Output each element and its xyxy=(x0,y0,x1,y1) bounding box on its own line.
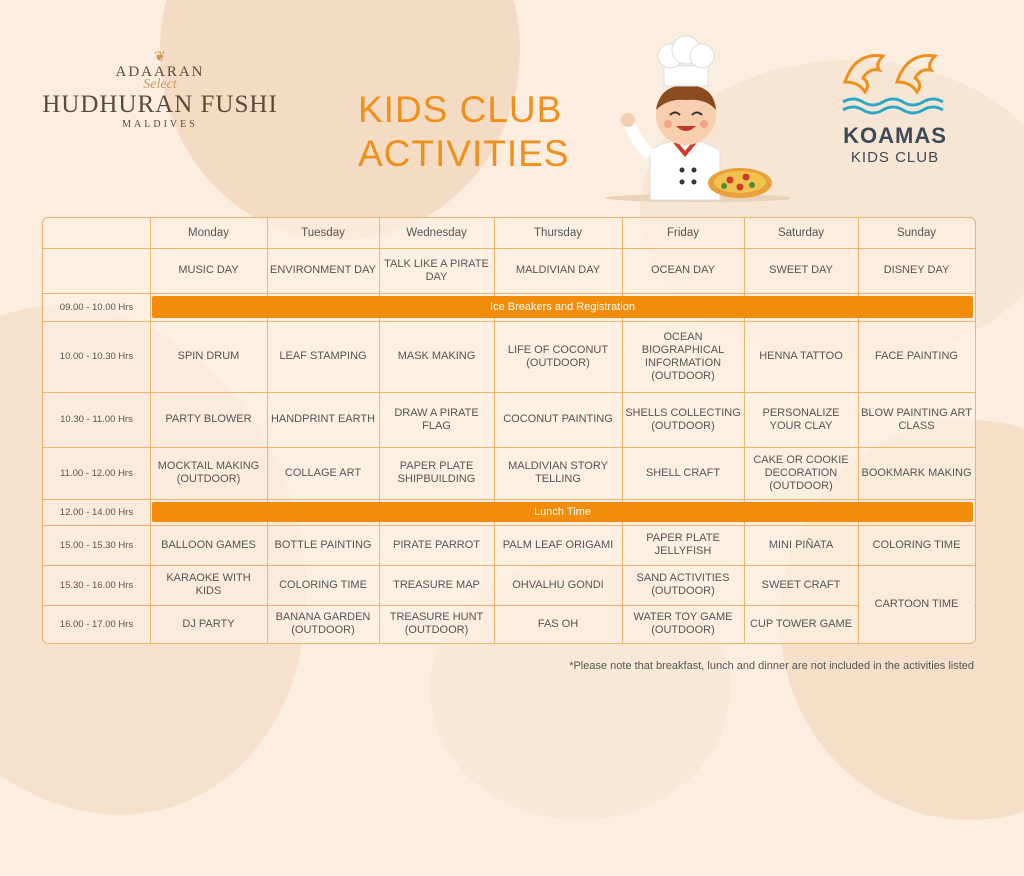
activity-cell: BOOKMARK MAKING xyxy=(861,466,972,479)
activity-cell: PAPER PLATE SHIPBUILDING xyxy=(397,460,476,485)
day-header: Thursday xyxy=(534,226,582,239)
activity-cell: COLORING TIME xyxy=(279,578,367,591)
day-theme: MUSIC DAY xyxy=(178,264,239,276)
page-title xyxy=(358,88,569,176)
time-slot: 09.00 - 10.00 Hrs xyxy=(59,301,134,313)
day-theme: DISNEY DAY xyxy=(883,264,950,276)
time-slot: 15.00 - 15.30 Hrs xyxy=(59,539,134,551)
activity-cell: MINI PIÑATA xyxy=(768,538,834,551)
day-theme: OCEAN DAY xyxy=(651,264,715,276)
resort-brand-script: Select xyxy=(143,77,177,92)
day-header: Sunday xyxy=(896,226,936,239)
activity-cell: CARTOON TIME xyxy=(874,597,959,610)
chef-illustration xyxy=(590,30,790,210)
kids-club-sub: KIDS CLUB xyxy=(850,149,940,166)
activity-cell: SWEET CRAFT xyxy=(761,578,841,591)
activity-cell: SHELL CRAFT xyxy=(645,466,721,479)
activity-cell: CAKE OR COOKIE DECORATION (OUTDOOR) xyxy=(753,453,849,492)
activity-cell: MALDIVIAN STORY TELLING xyxy=(508,460,608,485)
activity-cell: TREASURE MAP xyxy=(393,578,480,591)
activity-cell: FACE PAINTING xyxy=(875,350,958,362)
page-title-line1: KIDS CLUB xyxy=(358,89,563,130)
activity-cell: BLOW PAINTING ART CLASS xyxy=(861,406,972,432)
activity-cell: CUP TOWER GAME xyxy=(749,617,853,630)
activity-cell: COCONUT PAINTING xyxy=(503,413,613,425)
activity-cell: OCEAN BIOGRAPHICAL INFORMATION (OUTDOOR) xyxy=(641,330,725,382)
day-theme: SWEET DAY xyxy=(769,264,833,276)
resort-country: MALDIVES xyxy=(122,119,198,130)
day-header: Saturday xyxy=(777,226,825,239)
activity-cell: DRAW A PIRATE FLAG xyxy=(394,406,479,432)
activity-cell: PAPER PLATE JELLYFISH xyxy=(646,532,720,557)
time-slot: 12.00 - 14.00 Hrs xyxy=(59,506,134,518)
activity-cell: BALLOON GAMES xyxy=(161,538,256,551)
day-header: Monday xyxy=(188,226,229,239)
day-theme: TALK LIKE A PIRATE DAY xyxy=(384,257,489,283)
activity-cell: COLLAGE ART xyxy=(284,466,362,479)
activity-cell: FAS OH xyxy=(537,617,579,630)
activity-cell: KARAOKE WITH KIDS xyxy=(166,572,251,597)
activity-cell: MASK MAKING xyxy=(397,350,476,362)
activity-cell: SAND ACTIVITIES (OUTDOOR) xyxy=(636,572,730,597)
day-theme: MALDIVIAN DAY xyxy=(515,264,601,276)
kids-club-name: KOAMAS xyxy=(843,123,947,148)
resort-name: HUDHURAN FUSHI xyxy=(42,91,278,118)
grid-line xyxy=(43,293,975,294)
activity-schedule-table xyxy=(42,217,976,644)
activity-cell: COLORING TIME xyxy=(872,538,961,551)
activity-cell: SPIN DRUM xyxy=(177,350,240,362)
activity-cell: BANANA GARDEN (OUTDOOR) xyxy=(275,611,371,636)
time-band: Lunch Time xyxy=(152,502,973,522)
time-slot: 16.00 - 17.00 Hrs xyxy=(59,618,134,630)
activity-cell: HENNA TATTOO xyxy=(759,350,843,362)
activity-cell: BOTTLE PAINTING xyxy=(274,538,372,551)
activity-cell: PALM LEAF ORIGAMI xyxy=(502,538,614,551)
time-slot: 11.00 - 12.00 Hrs xyxy=(60,467,133,479)
activity-cell: PARTY BLOWER xyxy=(165,413,252,425)
activity-cell: SHELLS COLLECTING (OUTDOOR) xyxy=(625,406,741,432)
kids-club-logo xyxy=(830,44,960,166)
resort-logo xyxy=(40,48,280,130)
activity-cell: OHVALHU GONDI xyxy=(512,578,604,591)
time-slot: 10.00 - 10.30 Hrs xyxy=(59,351,134,362)
activity-cell: MOCKTAIL MAKING (OUTDOOR) xyxy=(157,460,260,485)
activity-cell: PERSONALIZE YOUR CLAY xyxy=(762,406,840,432)
time-band: Ice Breakers and Registration xyxy=(152,296,973,318)
resort-brand-top: ADAARAN xyxy=(115,64,205,80)
time-slot: 10.30 - 11.00 Hrs xyxy=(60,414,133,425)
activity-cell: PIRATE PARROT xyxy=(393,538,480,551)
activity-cell: DJ PARTY xyxy=(182,617,235,630)
activity-cell: TREASURE HUNT (OUTDOOR) xyxy=(389,611,484,636)
leaf-icon: ❦ xyxy=(154,48,166,64)
day-header: Friday xyxy=(667,226,699,239)
day-header: Tuesday xyxy=(301,226,345,239)
day-header: Wednesday xyxy=(406,226,467,239)
grid-line xyxy=(43,499,975,500)
time-slot: 15.30 - 16.00 Hrs xyxy=(59,579,134,591)
activity-cell: LEAF STAMPING xyxy=(279,350,367,362)
activity-cell: WATER TOY GAME (OUTDOOR) xyxy=(633,611,733,636)
day-theme: ENVIRONMENT DAY xyxy=(270,264,376,276)
page-title-line2: ACTIVITIES xyxy=(358,133,570,174)
activity-cell: LIFE OF COCONUT (OUTDOOR) xyxy=(507,343,609,369)
activity-cell: HANDPRINT EARTH xyxy=(270,413,376,425)
dolphin-icon xyxy=(835,44,955,116)
footnote: *Please note that breakfast, lunch and dinner are not included in the activities listed xyxy=(569,660,974,672)
